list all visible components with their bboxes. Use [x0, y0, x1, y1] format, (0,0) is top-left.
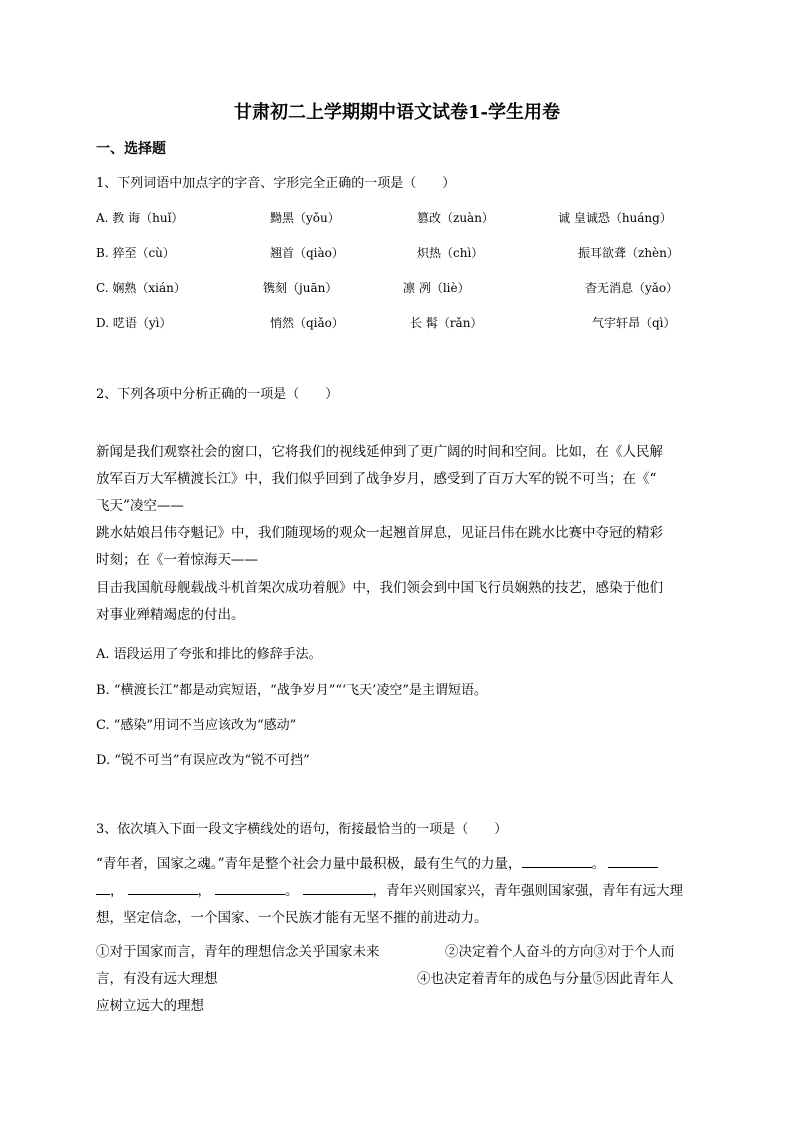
q1-option-a: A. 教 诲（huǐ）: [96, 211, 184, 225]
q3-choices-line: ①对于国家而言，青年的理想信念关乎国家未来: [96, 944, 380, 960]
q3-text: ，: [110, 883, 124, 899]
fill-blank-5[interactable]: [303, 880, 373, 895]
q2-passage-line: 跳水姑娘吕伟夺魁记》中，我们随现场的观众一起翘首屏息，见证吕伟在跳水比赛中夺冠的精彩: [96, 525, 663, 541]
q2-option-a: A. 语段运用了夸张和排比的修辞手法。: [96, 647, 322, 662]
q1-option-c: C. 娴熟（xián）: [96, 281, 186, 295]
q1-option-c-word3: 凛 冽（liè）: [403, 281, 470, 295]
q3-text: 。: [285, 883, 299, 899]
q3-choices-line: 言，有没有远大理想: [96, 971, 218, 987]
q2-option-d: D. “锐不可当”有误应改为“锐不可挡”: [96, 753, 310, 768]
page-title: 甘肃初二上学期期中语文试卷1-学生用卷: [234, 102, 560, 123]
q1-option-a-word2: 黝黑（yǒu）: [270, 211, 340, 225]
q1-option-b-word4: 振耳欲聋（zhèn）: [578, 246, 679, 260]
q3-text: “青年者，国家之魂。”青年是整个社会力量中最积极，最有生气的力量，: [96, 856, 522, 872]
q1-option-d-word3: 长 髯（rǎn）: [410, 316, 483, 330]
fill-blank-3[interactable]: [128, 880, 198, 895]
question-2-stem: 2、下列各项中分析正确的一项是（ ）: [96, 387, 339, 402]
q3-choices-line: 应树立远大的理想: [96, 998, 204, 1014]
fill-blank-1[interactable]: [522, 853, 592, 868]
q1-option-a-word4: 诚 皇诚恐（huáng）: [558, 211, 672, 225]
fill-blank-2[interactable]: [608, 853, 658, 868]
q3-choices-line: ④也决定着青年的成色与分量⑤因此青年人: [417, 971, 674, 987]
q1-option-c-word2: 镌刻（juān）: [263, 281, 338, 295]
q3-passage-line-1: [96, 853, 658, 876]
q1-option-d-word2: 悄然（qiǎo）: [270, 316, 344, 330]
q3-passage-line-3: 想，坚定信念，一个国家、一个民族才能有无坚不摧的前进动力。: [96, 910, 488, 926]
q2-passage-line: 放军百万大军横渡长江》中，我们似乎回到了战争岁月，感受到了百万大军的锐不可当；在《“: [96, 471, 657, 487]
fill-blank-4[interactable]: [215, 880, 285, 895]
q2-option-b: B. “横渡长江”都是动宾短语，“战争岁月”“‘飞天’凌空”是主谓短语。: [96, 683, 487, 698]
q1-option-d: D. 呓语（yì）: [96, 316, 172, 330]
q1-option-b: B. 猝至（cù）: [96, 246, 175, 260]
q3-text: ，青年兴则国家兴，青年强则国家强，青年有远大理: [372, 883, 683, 899]
q1-option-b-word2: 翘首（qiào）: [270, 246, 344, 260]
q2-passage-line: 目击我国航母舰载战斗机首架次成功着舰》中，我们领会到中国飞行员娴熟的技艺，感染于他们: [96, 580, 663, 596]
q2-passage-line: 时刻；在《一着惊海天——: [96, 552, 258, 568]
q2-passage-line: 新闻是我们观察社会的窗口，它将我们的视线延伸到了更广阔的时间和空间。比如，在《人民解: [96, 444, 663, 460]
q2-passage-line: 对事业殚精竭虑的付出。: [96, 607, 245, 623]
section-heading: 一、选择题: [96, 141, 166, 157]
question-3-stem: 3、依次填入下面一段文字横线处的语句，衔接最恰当的一项是（ ）: [96, 822, 508, 837]
q3-choices-line: ②决定着个人奋斗的方向③对于个人而: [445, 944, 675, 960]
question-1-stem: 1、下列词语中加点字的字音、字形完全正确的一项是（ ）: [96, 176, 456, 191]
q1-option-a-word3: 篡改（zuàn）: [417, 211, 494, 225]
q3-passage-line-2: [96, 880, 683, 903]
q2-passage-line: 飞天”凌空——: [96, 498, 184, 514]
q3-text: 。: [591, 856, 606, 872]
fill-blank-2-continued[interactable]: [96, 880, 110, 895]
q1-option-c-word4: 杳无消息（yǎo）: [585, 281, 679, 295]
q1-option-b-word3: 炽热（chì）: [417, 246, 484, 260]
q3-text: ，: [197, 883, 211, 899]
q2-option-c: C. “感染”用词不当应该改为“感动”: [96, 718, 297, 733]
q1-option-d-word4: 气宇轩昂（qì）: [592, 316, 676, 330]
